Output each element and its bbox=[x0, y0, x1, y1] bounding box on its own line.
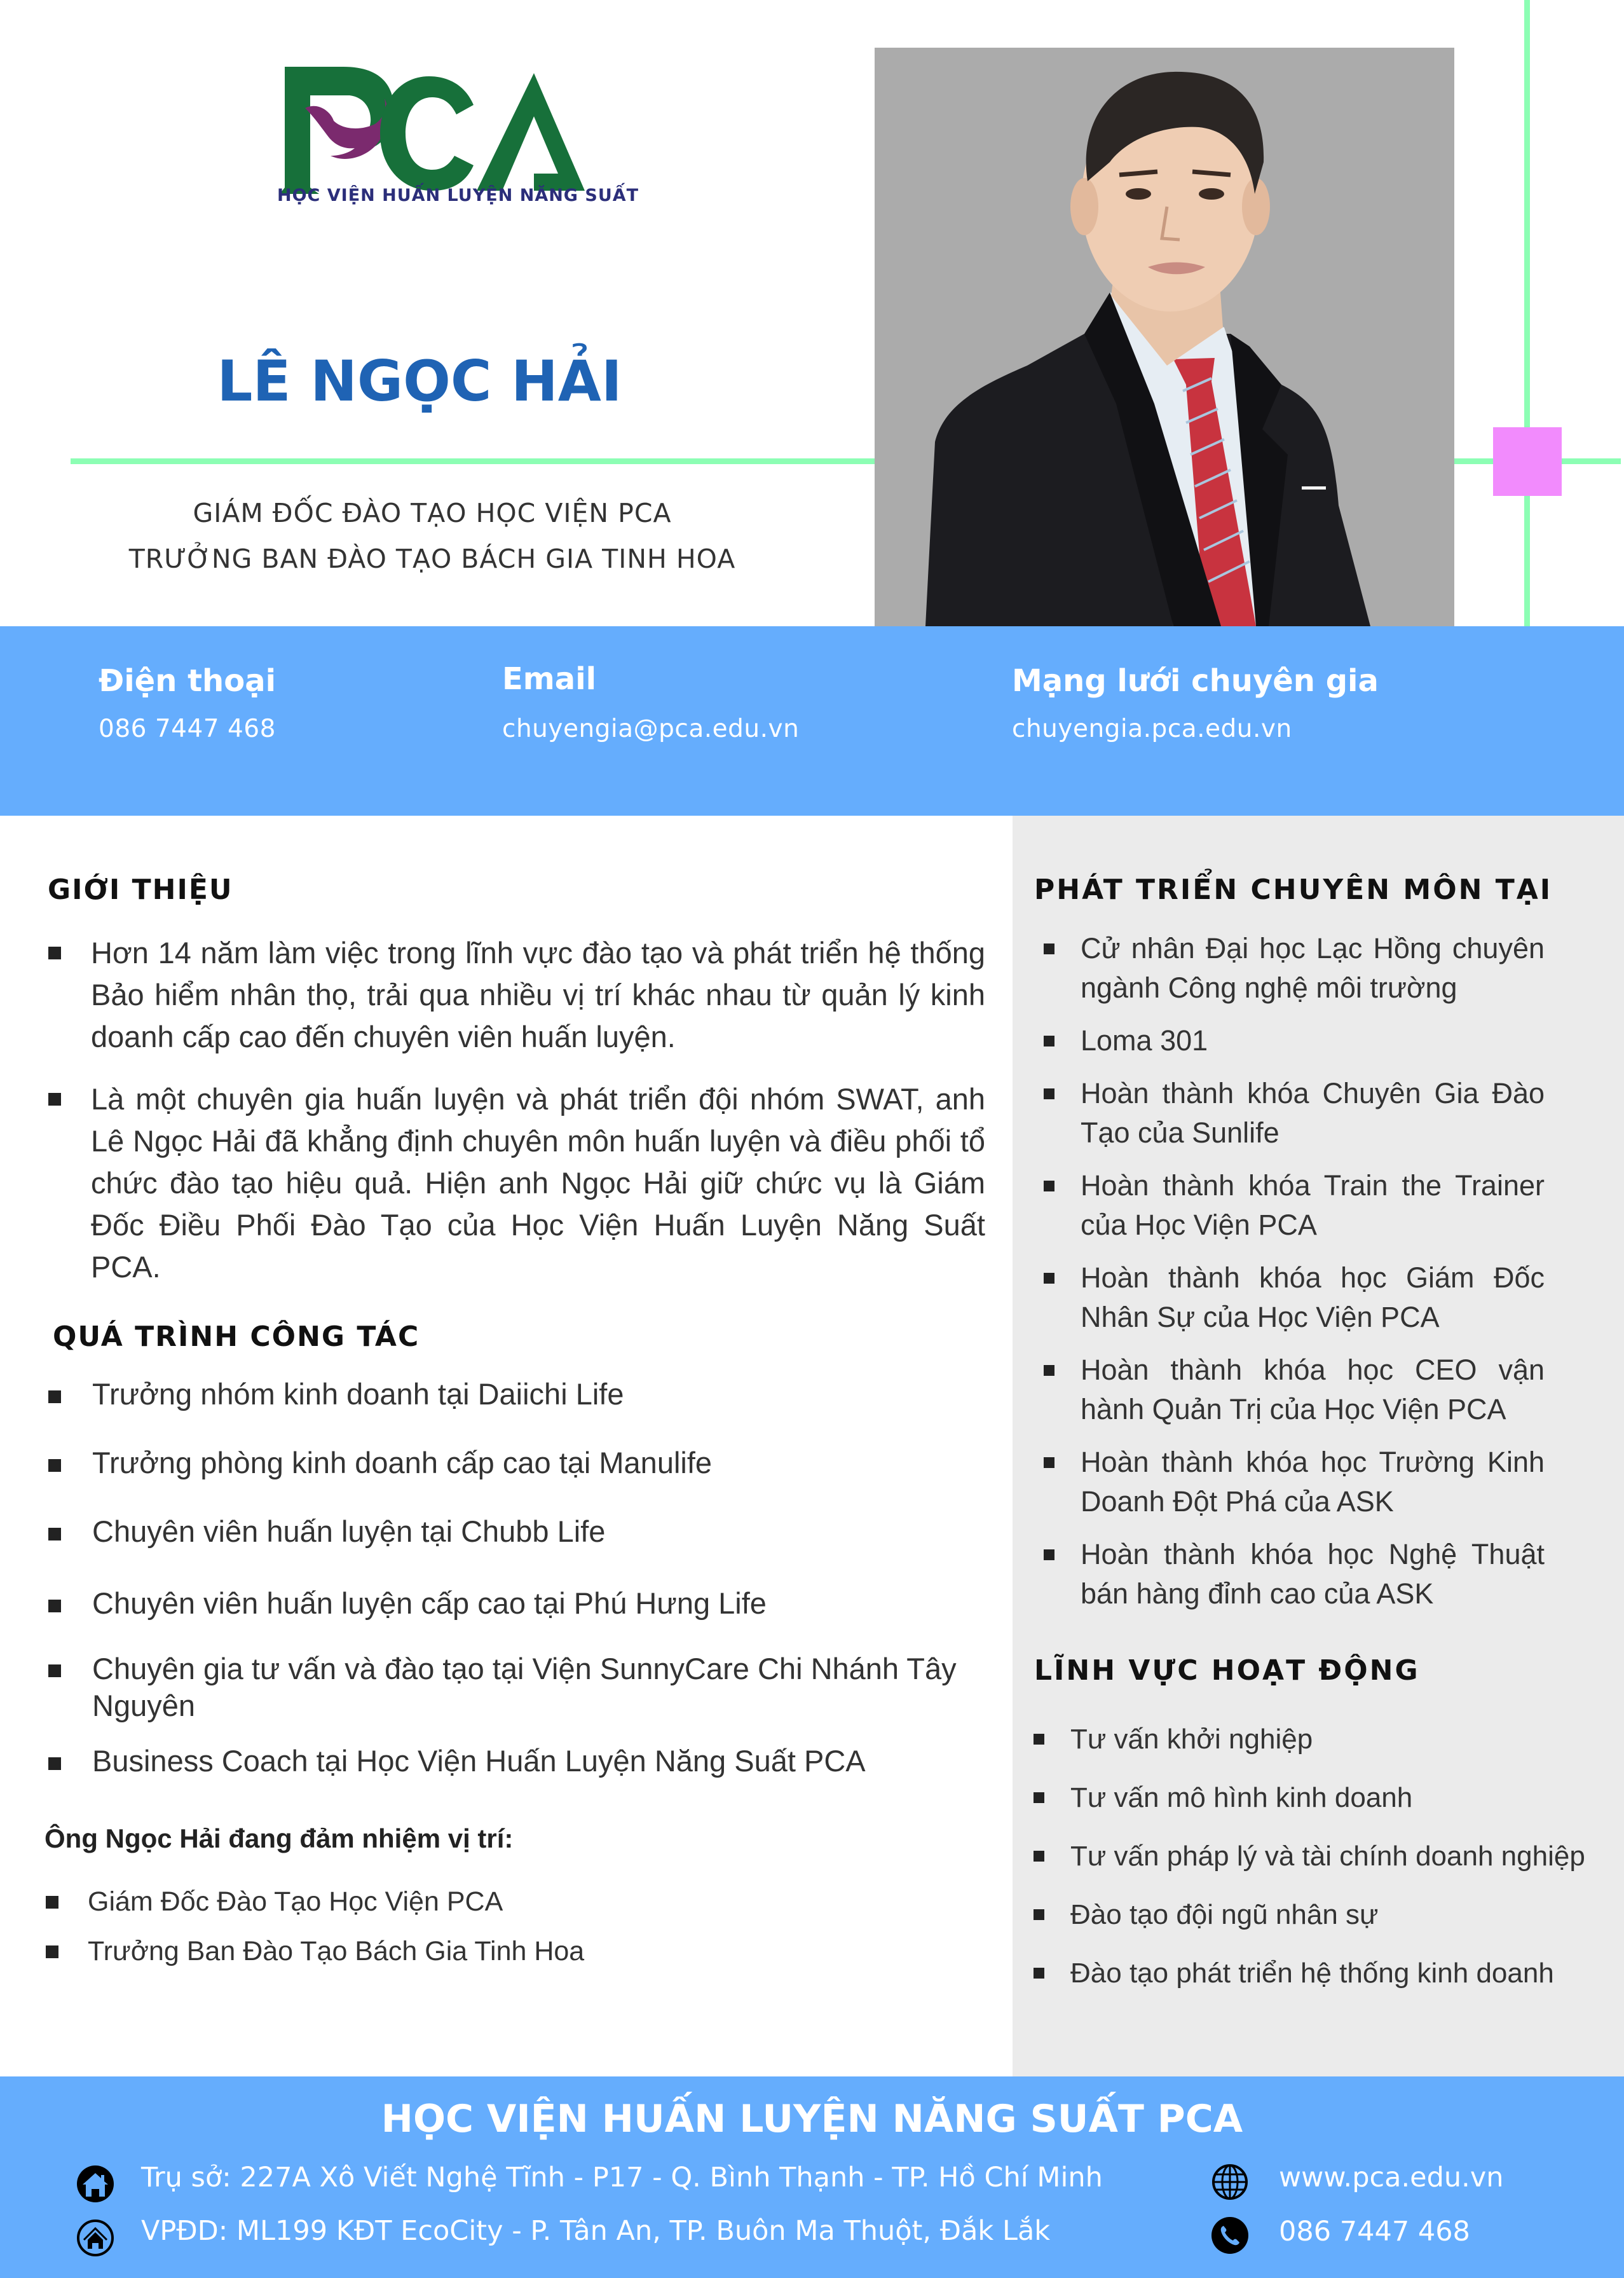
footer-phone[interactable]: 086 7447 468 bbox=[1279, 2216, 1470, 2247]
bullet-square-icon bbox=[1034, 1792, 1044, 1803]
development-item: Hoàn thành khóa học Giám Đốc Nhân Sự của Học Viện PCA bbox=[1042, 1258, 1545, 1337]
portrait-illustration bbox=[875, 48, 1454, 626]
fields-heading: LĨNH VỰC HOẠT ĐỘNG bbox=[1034, 1654, 1420, 1687]
bullet-square-icon bbox=[48, 1390, 61, 1403]
bullet-square-icon bbox=[48, 1600, 61, 1612]
bullet-square-icon bbox=[1044, 1273, 1054, 1284]
development-item: Hoàn thành khóa Chuyên Gia Đào Tạo của Sunlife bbox=[1042, 1074, 1545, 1153]
globe-icon bbox=[1211, 2163, 1249, 2201]
fields-list bbox=[1032, 1710, 1604, 2003]
bullet-square-icon bbox=[1034, 1734, 1044, 1745]
profile-photo bbox=[875, 48, 1454, 626]
intro-item: Là một chuyên gia huấn luyện và phát triển đội nhóm SWAT, anh Lê Ngọc Hải đã khẳng định chuyên môn huấn luyện và điều phối tổ chức đào tạo hiệu quả. Hiện anh Ngọc Hải giữ chức vụ là Giám Đốc Điều Phối Đào Tạo của Học Viện Huấn Luyện Năng Suất PCA. bbox=[44, 1078, 985, 1288]
bullet-square-icon bbox=[1034, 1968, 1044, 1979]
field-item: Đào tạo phát triển hệ thống kinh doanh bbox=[1032, 1944, 1604, 2003]
development-item: Hoàn thành khóa học CEO vận hành Quản Trị của Học Viện PCA bbox=[1042, 1350, 1545, 1429]
decor-line-vertical bbox=[1524, 0, 1530, 626]
bullet-square-icon bbox=[1044, 943, 1054, 954]
work-item: Chuyên viên huấn luyện cấp cao tại Phú Hưng Life bbox=[44, 1586, 985, 1621]
bullet-square-icon bbox=[1044, 1457, 1054, 1468]
intro-heading: GIỚI THIỆU bbox=[48, 874, 233, 906]
current-position-item: Giám Đốc Đào Tạo Học Viện PCA bbox=[44, 1877, 807, 1926]
development-item: Loma 301 bbox=[1042, 1021, 1545, 1060]
field-item: Tư vấn mô hình kinh doanh bbox=[1032, 1769, 1604, 1827]
intro-list bbox=[44, 932, 985, 1308]
bullet-square-icon bbox=[1044, 1036, 1054, 1046]
work-item: Trưởng nhóm kinh doanh tại Daiichi Life bbox=[44, 1376, 985, 1412]
bullet-square-icon bbox=[46, 1945, 58, 1958]
development-item: Hoàn thành khóa Train the Trainer của Học Viện PCA bbox=[1042, 1166, 1545, 1245]
current-positions-heading: Ông Ngọc Hải đang đảm nhiệm vị trí: bbox=[44, 1823, 514, 1853]
bullet-square-icon bbox=[1044, 1088, 1054, 1099]
current-position-item: Trưởng Ban Đào Tạo Bách Gia Tinh Hoa bbox=[44, 1926, 807, 1976]
footer-title: HỌC VIỆN HUẤN LUYỆN NĂNG SUẤT PCA bbox=[381, 2097, 1243, 2141]
development-heading: PHÁT TRIỂN CHUYÊN MÔN TẠI bbox=[1034, 874, 1553, 906]
logo-letter-c bbox=[380, 76, 474, 191]
website-link[interactable]: www.pca.edu.vn bbox=[1279, 2162, 1504, 2193]
email-value[interactable]: chuyengia@pca.edu.vn bbox=[502, 715, 800, 743]
development-list bbox=[1042, 929, 1545, 1627]
bullet-square-icon bbox=[1044, 1365, 1054, 1376]
bullet-square-icon bbox=[48, 947, 61, 959]
bullet-square-icon bbox=[48, 1528, 61, 1540]
intro-item: Hơn 14 năm làm việc trong lĩnh vực đào tạo và phát triển hệ thống Bảo hiểm nhân thọ, trải qua nhiều vị trí khác nhau từ quản lý kinh doanh cấp cao đến chuyên viên huấn luyện. bbox=[44, 932, 985, 1058]
work-item: Business Coach tại Học Viện Huấn Luyện Năng Suất PCA bbox=[44, 1743, 985, 1779]
rep-office-address: VPĐD: ML199 KĐT EcoCity - P. Tân An, TP. Buôn Ma Thuột, Đắk Lắk bbox=[141, 2215, 1051, 2247]
bullet-square-icon bbox=[48, 1459, 61, 1472]
decor-square bbox=[1493, 427, 1562, 496]
bullet-square-icon bbox=[48, 1093, 61, 1106]
person-title-1: GIÁM ĐỐC ĐÀO TẠO HỌC VIỆN PCA bbox=[193, 498, 672, 528]
logo-tagline: HỌC VIỆN HUẤN LUYỆN NĂNG SUẤT bbox=[277, 186, 639, 205]
home-outline-icon bbox=[76, 2219, 114, 2257]
field-item: Đào tạo đội ngũ nhân sự bbox=[1032, 1886, 1604, 1944]
bullet-square-icon bbox=[1044, 1549, 1054, 1560]
bullet-square-icon bbox=[48, 1757, 61, 1770]
work-item: Trưởng phòng kinh doanh cấp cao tại Manulife bbox=[44, 1445, 985, 1481]
person-name: LÊ NGỌC HẢI bbox=[217, 348, 622, 414]
email-label: Email bbox=[502, 661, 597, 697]
bullet-square-icon bbox=[1044, 1181, 1054, 1191]
bullet-square-icon bbox=[48, 1664, 61, 1677]
network-label: Mạng lưới chuyên gia bbox=[1012, 663, 1379, 699]
logo-letter-a bbox=[477, 73, 585, 191]
phone-label: Điện thoại bbox=[99, 663, 276, 699]
development-item: Hoàn thành khóa học Trường Kinh Doanh Đột Phá của ASK bbox=[1042, 1443, 1545, 1521]
development-item: Cử nhân Đại học Lạc Hồng chuyên ngành Công nghệ môi trường bbox=[1042, 929, 1545, 1008]
field-item: Tư vấn pháp lý và tài chính doanh nghiệp bbox=[1032, 1827, 1604, 1886]
home-filled-icon bbox=[76, 2165, 114, 2203]
work-list bbox=[44, 1376, 985, 1779]
person-title-2: TRƯỞNG BAN ĐÀO TẠO BÁCH GIA TINH HOA bbox=[128, 544, 736, 574]
bullet-square-icon bbox=[1034, 1851, 1044, 1862]
current-positions-list bbox=[44, 1877, 807, 1976]
work-item: Chuyên gia tư vấn và đào tạo tại Viện SunnyCare Chi Nhánh Tây Nguyên bbox=[44, 1650, 969, 1724]
work-item: Chuyên viên huấn luyện tại Chubb Life bbox=[44, 1514, 985, 1549]
work-heading: QUÁ TRÌNH CÔNG TÁC bbox=[53, 1321, 420, 1353]
decor-line-horizontal-left bbox=[71, 458, 875, 464]
head-office-address: Trụ sở: 227A Xô Viết Nghệ Tĩnh - P17 - Q. Bình Thạnh - TP. Hồ Chí Minh bbox=[141, 2162, 1103, 2193]
bullet-square-icon bbox=[46, 1896, 58, 1909]
phone-value[interactable]: 086 7447 468 bbox=[99, 715, 276, 743]
bullet-square-icon bbox=[1034, 1909, 1044, 1920]
development-item: Hoàn thành khóa học Nghệ Thuật bán hàng đỉnh cao của ASK bbox=[1042, 1535, 1545, 1614]
field-item: Tư vấn khởi nghiệp bbox=[1032, 1710, 1604, 1769]
phone-icon bbox=[1211, 2216, 1249, 2254]
network-value[interactable]: chuyengia.pca.edu.vn bbox=[1012, 715, 1292, 743]
